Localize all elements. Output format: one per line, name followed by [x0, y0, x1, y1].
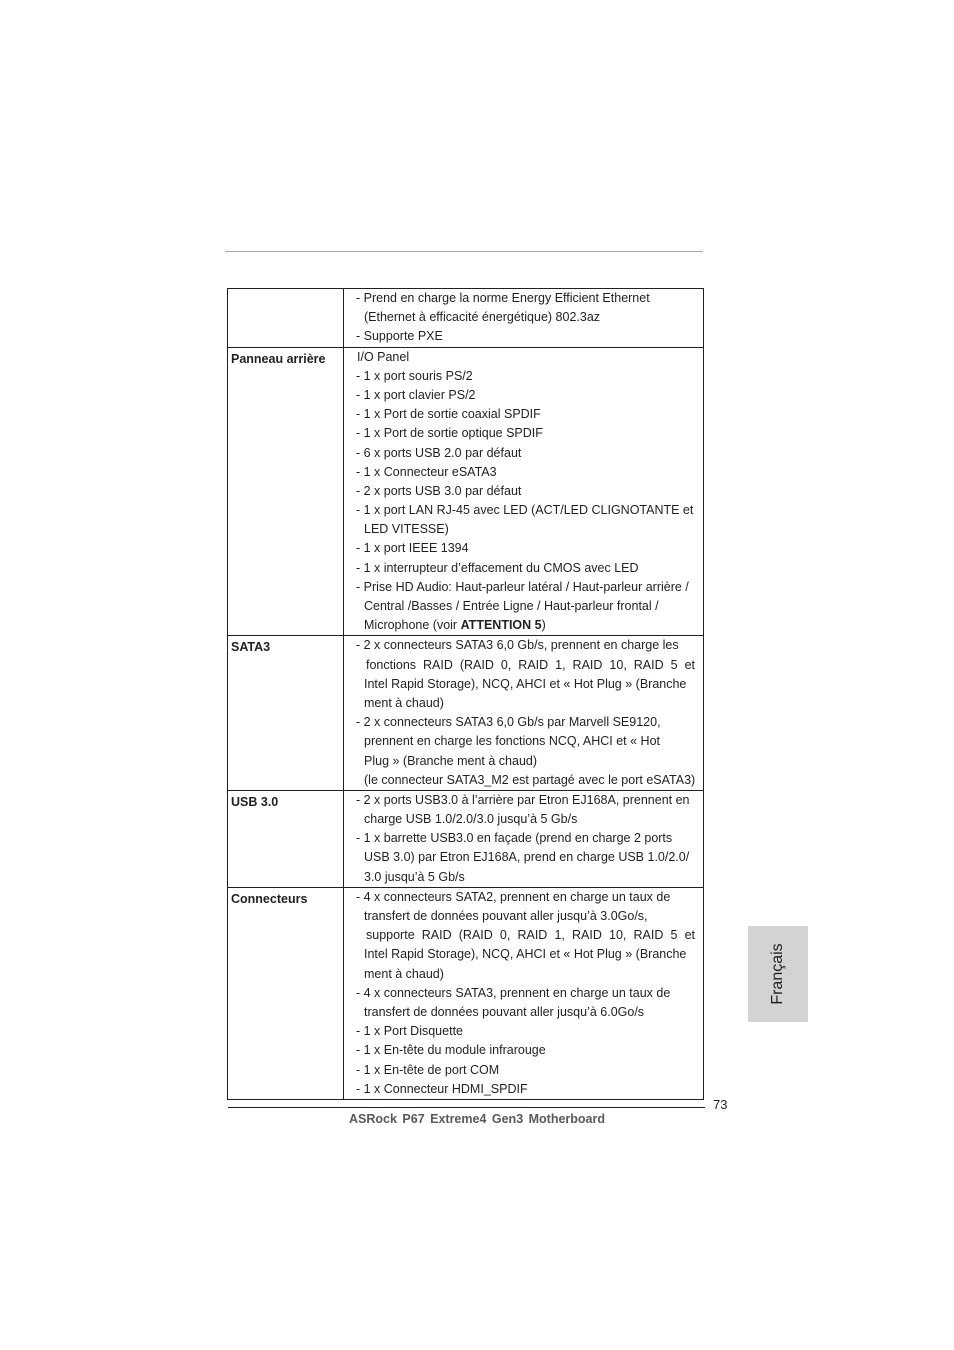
list-item: transfert de données pouvant aller jusqu’à 6.0Go/s: [364, 1004, 645, 1019]
table-row: [228, 887, 704, 1099]
page-number: 73: [713, 1097, 728, 1112]
list-item: prennent en charge les fonctions NCQ, AHCI et « Hot: [364, 734, 660, 749]
list-item: - 4 x connecteurs SATA2, prennent en charge un taux de: [356, 889, 671, 904]
list-item: - 2 x ports USB3.0 à l’arrière par Etron EJ168A, prennent en: [356, 792, 690, 807]
row-content: [344, 887, 704, 1099]
list-item: - 1 x barrette USB3.0 en façade (prend en charge 2 ports: [356, 831, 673, 846]
list-item: - 2 x ports USB 3.0 par défaut: [356, 483, 522, 498]
language-tab-label: Français: [769, 943, 786, 1005]
row-content: [344, 289, 704, 348]
list-item: LED VITESSE): [364, 522, 449, 537]
table-row: [228, 636, 704, 791]
language-tab: [748, 926, 808, 1022]
spec-table: [227, 288, 704, 1100]
footer-title: ASRock P67 Extreme4 Gen3 Motherboard: [349, 1112, 605, 1126]
list-item: - 1 x port souris PS/2: [356, 368, 473, 383]
row-label: SATA3: [228, 636, 344, 791]
row-content: [344, 347, 704, 636]
list-item: - 1 x port LAN RJ-45 avec LED (ACT/LED CLIGNOTANTE et: [356, 503, 694, 518]
list-item: - Prise HD Audio: Haut-parleur latéral / Haut-parleur arrière /: [356, 579, 689, 594]
list-item: - 1 x Port de sortie coaxial SPDIF: [356, 407, 541, 422]
row-label: [228, 289, 344, 348]
top-rule: [225, 251, 703, 252]
row-label: Panneau arrière: [228, 347, 344, 636]
list-item: Intel Rapid Storage), NCQ, AHCI et « Hot Plug » (Branche: [364, 676, 687, 691]
list-item: ment à chaud): [364, 966, 444, 981]
list-item: - Prend en charge la norme Energy Efficient Ethernet: [356, 291, 650, 305]
list-item-text: ): [541, 618, 546, 633]
list-item: USB 3.0) par Etron EJ168A, prend en charge USB 1.0/2.0/: [364, 850, 690, 865]
list-item: - 1 x Connecteur HDMI_SPDIF: [356, 1081, 528, 1096]
list-item: Central /Basses / Entrée Ligne / Haut-parleur frontal /: [364, 599, 659, 613]
list-item: fonctions RAID (RAID 0, RAID 1, RAID 10, RAID 5 et: [366, 657, 695, 672]
list-item: supporte RAID (RAID 0, RAID 1, RAID 10, RAID 5 et: [366, 928, 695, 943]
row-content: [344, 790, 704, 887]
list-item: charge USB 1.0/2.0/3.0 jusqu’à 5 Gb/s: [364, 812, 578, 827]
list-item: - Supporte PXE: [356, 329, 443, 344]
list-item: - 1 x En-tête de port COM: [356, 1062, 500, 1077]
row-label: USB 3.0: [228, 790, 344, 887]
list-item: - 6 x ports USB 2.0 par défaut: [356, 445, 522, 460]
list-item: - 1 x Port Disquette: [356, 1024, 463, 1039]
list-item: Plug » (Branche ment à chaud): [364, 753, 538, 768]
list-item: - 2 x connecteurs SATA3 6,0 Gb/s, prennent en charge les: [356, 638, 679, 653]
list-item: - 1 x interrupteur d’effacement du CMOS avec LED: [356, 560, 639, 575]
list-item: 3.0 jusqu’à 5 Gb/s: [364, 869, 465, 884]
list-item: - 1 x Connecteur eSATA3: [356, 464, 497, 479]
table-row: [228, 347, 704, 636]
list-item: (Ethernet à efficacité énergétique) 802.3az: [364, 310, 601, 325]
row-label: Connecteurs: [228, 887, 344, 1099]
list-item: - 4 x connecteurs SATA3, prennent en charge un taux de: [356, 985, 671, 1000]
list-item-text: Microphone (voir: [364, 618, 461, 633]
table-row: [228, 289, 704, 348]
list-item: (le connecteur SATA3_M2 est partagé avec le port eSATA3): [364, 772, 696, 787]
list-item: transfert de données pouvant aller jusqu’à 3.0Go/s,: [364, 909, 648, 923]
list-item: ment à chaud): [364, 695, 444, 710]
list-item: - 1 x En-tête du module infrarouge: [356, 1043, 546, 1058]
attention-reference: ATTENTION 5: [460, 618, 542, 633]
list-item: [344, 616, 703, 635]
list-item: I/O Panel: [357, 349, 410, 364]
row-content: [344, 636, 704, 791]
table-row: [228, 790, 704, 887]
bottom-rule: [228, 1107, 705, 1108]
list-item: - 2 x connecteurs SATA3 6,0 Gb/s par Marvell SE9120,: [356, 715, 661, 730]
list-item: Intel Rapid Storage), NCQ, AHCI et « Hot Plug » (Branche: [364, 947, 687, 962]
list-item: - 1 x port IEEE 1394: [356, 541, 469, 556]
list-item: - 1 x port clavier PS/2: [356, 387, 476, 402]
list-item: - 1 x Port de sortie optique SPDIF: [356, 426, 543, 441]
